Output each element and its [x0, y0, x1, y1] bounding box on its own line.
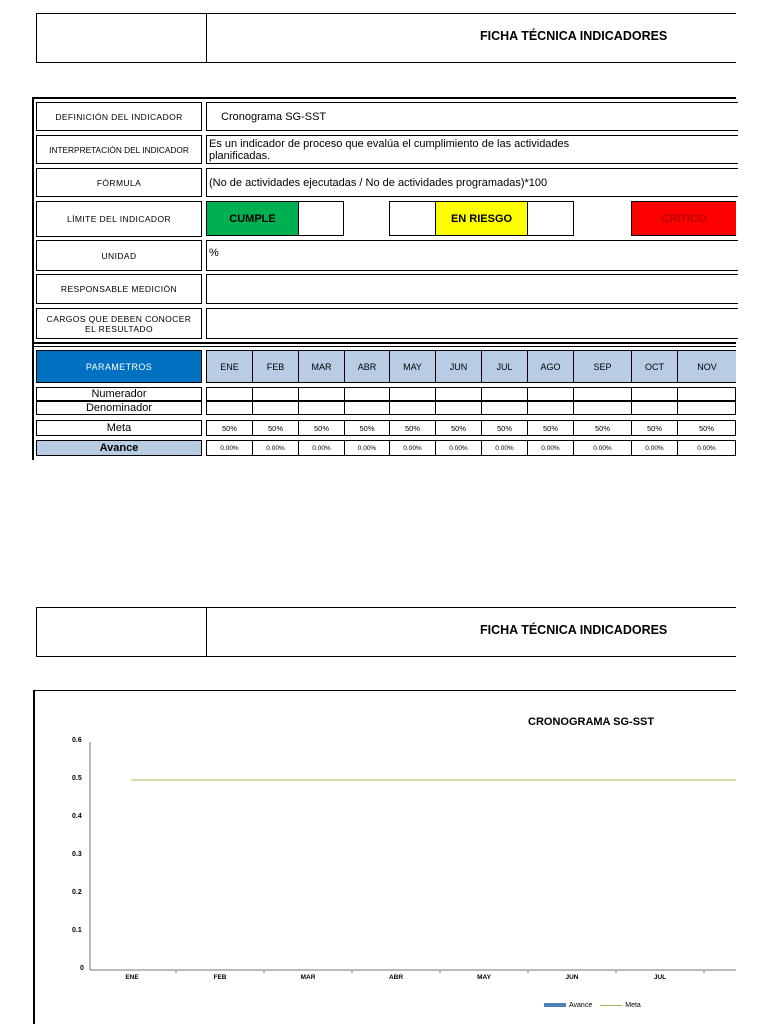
page-title-2: FICHA TÉCNICA INDICADORES — [480, 623, 668, 637]
legend-meta-label: Meta — [625, 1001, 641, 1009]
legend-avance-swatch — [544, 1003, 566, 1007]
x-tick-label: MAY — [477, 974, 491, 981]
avance-cell: 0.00% — [631, 440, 678, 456]
unidad-label: UNIDAD — [36, 240, 202, 271]
y-tick-label: 0.1 — [72, 927, 82, 934]
avance-cell: 0.00% — [389, 440, 436, 456]
meta-cell: 50% — [298, 420, 345, 436]
meta-point — [483, 779, 484, 780]
cumple-swatch: CUMPLE — [206, 201, 299, 236]
cargos-label-line2: EL RESULTADO — [85, 323, 153, 334]
legend-meta-swatch — [600, 1005, 622, 1006]
meta-point — [219, 779, 220, 780]
legend-avance-label: Avance — [569, 1001, 593, 1009]
month-header-sep: SEP — [573, 350, 632, 383]
formula-label: FÓRMULA — [36, 168, 202, 197]
cargos-label-line1: CARGOS QUE DEBEN CONOCER — [46, 313, 192, 324]
meta-label: Meta — [36, 420, 202, 436]
y-tick-label: 0 — [80, 965, 84, 972]
meta-cell: 50% — [481, 420, 528, 436]
month-header-abr: ABR — [344, 350, 390, 383]
avance-cell: 0.00% — [481, 440, 528, 456]
meta-cell: 50% — [206, 420, 253, 436]
unidad-text: % — [209, 247, 219, 259]
page-title: FICHA TÉCNICA INDICADORES — [480, 29, 668, 43]
avance-cell: 0.00% — [677, 440, 736, 456]
y-tick-label: 0.5 — [72, 775, 82, 782]
definicion-label: DEFINICIÓN DEL INDICADOR — [36, 102, 202, 131]
month-header-nov: NOV — [677, 350, 736, 383]
riesgo-swatch: EN RIESGO — [435, 201, 528, 236]
avance-cell: 0.00% — [252, 440, 299, 456]
denominador-label: Denominador — [36, 401, 202, 415]
x-tick-label: ABR — [388, 974, 404, 981]
meta-cell: 50% — [631, 420, 678, 436]
avance-cell: 0.00% — [527, 440, 574, 456]
meta-point — [307, 779, 308, 780]
avance-cell: 0.00% — [573, 440, 632, 456]
definicion-text: Cronograma SG-SST — [221, 110, 327, 123]
x-tick-label: ENE — [125, 974, 139, 981]
meta-cell: 50% — [344, 420, 390, 436]
responsable-label: RESPONSABLE MEDICIÓN — [36, 274, 202, 304]
meta-point — [395, 779, 396, 780]
avance-cell: 0.00% — [206, 440, 253, 456]
x-tick-label: FEB — [213, 974, 227, 981]
meta-point — [659, 779, 660, 780]
formula-text: (No de actividades ejecutadas / No de actividades programadas)*100 — [209, 176, 548, 189]
critico-swatch: CRÍTICO — [631, 201, 736, 236]
month-header-jun: JUN — [435, 350, 482, 383]
month-header-feb: FEB — [252, 350, 299, 383]
month-header-oct: OCT — [631, 350, 678, 383]
avance-cell: 0.00% — [435, 440, 482, 456]
y-tick-label: 0.2 — [72, 889, 82, 896]
meta-cell: 50% — [527, 420, 574, 436]
avance-label: Avance — [36, 440, 202, 456]
interpretacion-label: INTERPRETACIÓN DEL INDICADOR — [36, 135, 202, 164]
numerador-label: Numerador — [36, 387, 202, 401]
avance-cell: 0.00% — [344, 440, 390, 456]
chart-title: CRONOGRAMA SG-SST — [528, 716, 655, 728]
legend — [544, 1000, 641, 1010]
meta-point — [571, 779, 572, 780]
y-tick-label: 0.4 — [72, 813, 82, 820]
meta-point — [131, 779, 132, 780]
y-tick-label: 0.6 — [72, 737, 82, 744]
parametros-label: PARAMETROS — [85, 361, 153, 372]
meta-cell: 50% — [435, 420, 482, 436]
month-header-jul: JUL — [481, 350, 528, 383]
limite-label: LÍMITE DEL INDICADOR — [36, 201, 202, 237]
x-tick-label: JUN — [565, 974, 579, 981]
interpretacion-line2: planificadas. — [209, 149, 271, 162]
meta-cell: 50% — [252, 420, 299, 436]
x-tick-label: MAR — [300, 974, 316, 981]
meta-cell: 50% — [573, 420, 632, 436]
month-header-mar: MAR — [298, 350, 345, 383]
interpretacion-line1: Es un indicador de proceso que evalúa el cumplimiento de las actividades — [209, 137, 570, 150]
meta-cell: 50% — [677, 420, 736, 436]
month-header-ago: AGO — [527, 350, 574, 383]
meta-cell: 50% — [389, 420, 436, 436]
avance-cell: 0.00% — [298, 440, 345, 456]
month-header-ene: ENE — [206, 350, 253, 383]
month-header-may: MAY — [389, 350, 436, 383]
x-tick-label: JUL — [653, 974, 667, 981]
y-tick-label: 0.3 — [72, 851, 82, 858]
